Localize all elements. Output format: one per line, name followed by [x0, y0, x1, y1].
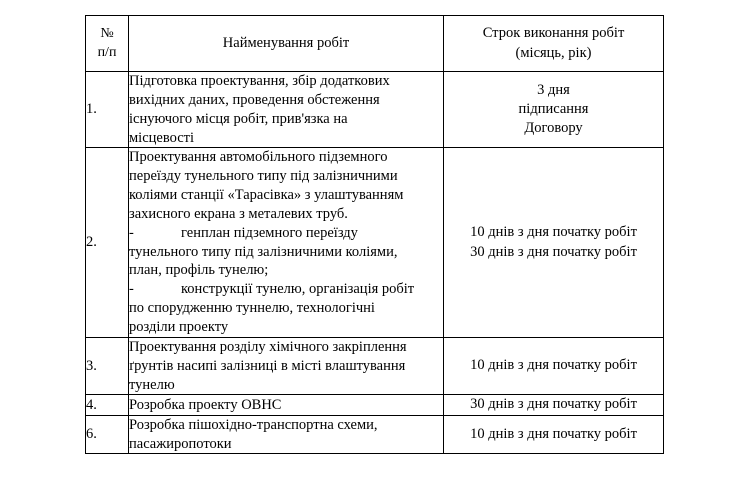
bullet-text: конструкції тунелю, організація робіт	[181, 281, 415, 298]
bullet-text: генплан підземного переїзду	[181, 224, 358, 241]
header-term-line-2: (місяць, рік)	[515, 44, 592, 61]
work-description-line: план, профіль тунелю;	[129, 262, 269, 279]
term-lines	[444, 81, 663, 139]
work-description-line: Підготовка проектування, збір додаткових	[129, 73, 390, 89]
table-header	[86, 16, 664, 72]
execution-term-cell	[444, 415, 664, 454]
work-description-cell	[129, 148, 444, 337]
header-term-line-1: Строк виконання робіт	[482, 25, 625, 42]
table-row	[86, 415, 664, 454]
row-number-cell: 4.	[86, 395, 129, 415]
work-description-line: переїзду тунельного типу під залізничними	[129, 168, 398, 185]
work-description-line: існуючого місця робіт, прив'язка на	[129, 110, 348, 127]
works-schedule-table	[85, 15, 664, 454]
term-line: 10 днів з дня початку робіт	[470, 357, 637, 374]
row-number-cell: 3.	[86, 337, 129, 395]
work-description-line: Проектування розділу хімічного закріплення	[129, 338, 407, 355]
table-body	[86, 72, 664, 454]
work-description-line	[129, 224, 443, 243]
row-number-cell: 2.	[86, 148, 129, 337]
work-description-line: ґрунтів насипі залізниці в місті влаштування	[129, 357, 406, 374]
execution-term-cell	[444, 395, 664, 415]
header-cell-number	[86, 16, 129, 72]
work-description-cell	[129, 337, 444, 395]
table-row	[86, 395, 664, 415]
bullet-dash: -	[129, 281, 134, 298]
work-description-line: тунелю	[129, 376, 175, 393]
work-description-cell	[129, 395, 444, 415]
term-line: 10 днів з дня початку робіт	[470, 224, 637, 241]
work-description-line: Проектування автомобільного підземного	[129, 149, 388, 166]
table-row	[86, 337, 664, 395]
term-lines	[444, 356, 663, 375]
execution-term-cell	[444, 148, 664, 337]
work-description-line	[129, 280, 443, 299]
header-cell-term	[444, 16, 664, 72]
term-line: 10 днів з дня початку робіт	[470, 425, 637, 442]
work-description-line: вихідних даних, проведення обстеження	[129, 91, 380, 108]
header-cell-name	[129, 16, 444, 72]
work-description-cell	[129, 72, 444, 148]
work-description-line: тунельного типу під залізничними коліями,	[129, 243, 398, 260]
term-line: 3 дня	[537, 81, 570, 98]
work-description-line: Розробка пішохідно-транспортна схеми,	[129, 416, 378, 433]
bullet-dash: -	[129, 224, 134, 241]
term-line: 30 днів з дня початку робіт	[470, 243, 637, 260]
term-line: підписання	[518, 100, 589, 117]
work-description-line: пасажиропотоки	[129, 435, 232, 452]
term-line: 30 днів з дня початку робіт	[470, 396, 637, 413]
term-lines	[444, 425, 663, 444]
work-description-line: по спорудженню туннелю, технологічні	[129, 300, 375, 317]
header-number-line-2: п/п	[97, 44, 117, 60]
table-row	[86, 148, 664, 337]
header-name-line-1: Найменування робіт	[222, 34, 350, 51]
term-line: Договору	[524, 120, 583, 137]
header-number-line-1: №	[100, 26, 114, 42]
header-row	[86, 16, 664, 72]
row-number-cell: 1.	[86, 72, 129, 148]
work-description-line: Розробка проекту ОВНС	[129, 396, 282, 413]
work-description-line: розділи проекту	[129, 318, 229, 335]
execution-term-cell	[444, 72, 664, 148]
work-description-line: місцевості	[129, 129, 194, 146]
work-description-line: захисного екрана з металевих труб.	[129, 205, 348, 222]
term-lines	[444, 223, 663, 262]
work-description-line: коліями станції «Тарасівка» з улаштуванням	[129, 187, 404, 204]
work-description-cell	[129, 415, 444, 454]
row-number-cell: 6.	[86, 415, 129, 454]
execution-term-cell	[444, 337, 664, 395]
table-row	[86, 72, 664, 148]
term-lines	[444, 395, 663, 414]
